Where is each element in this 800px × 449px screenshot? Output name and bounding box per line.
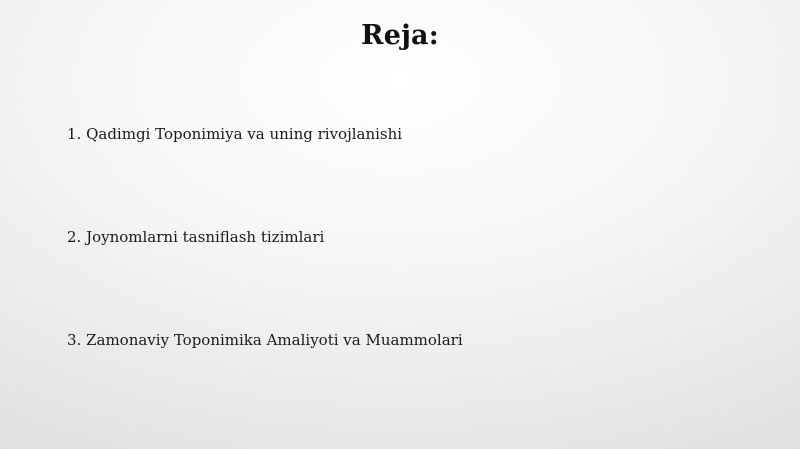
plan-list: [67, 0, 767, 449]
plan-item-1: 1. Qadimgi Toponimiya va uning rivojlanishi: [67, 125, 403, 143]
plan-item-2: 2. Joynomlarni tasniflash tizimlari: [67, 228, 325, 246]
slide-title: Reja:: [361, 20, 439, 51]
plan-item-3: 3. Zamonaviy Toponimika Amaliyoti va Muammolari: [67, 331, 463, 349]
